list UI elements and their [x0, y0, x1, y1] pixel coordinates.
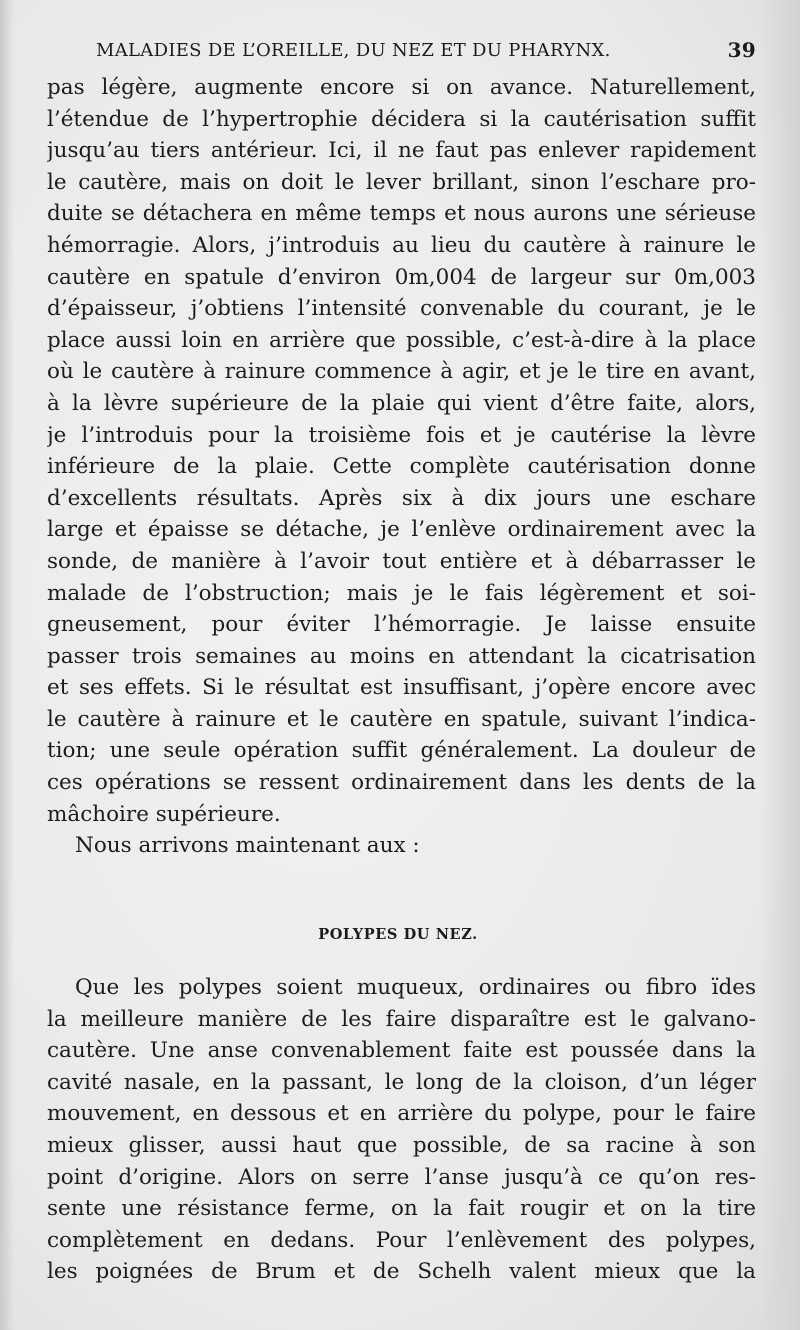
section-heading	[0, 926, 800, 943]
section-heading-text: POLYPES DU NEZ.	[318, 926, 478, 943]
text-line: cautère. Une anse convenablement faite est poussée dans la	[47, 1038, 756, 1064]
text-line: point d’origine. Alors on serre l’anse jusqu’à ce qu’on res-	[47, 1164, 756, 1190]
paragraph-polyps	[47, 972, 756, 1288]
text-line: cavité nasale, en la passant, le long de la cloison, d’un léger	[47, 1069, 756, 1095]
text-line: place aussi loin en arrière que possible, c’est-à-dire à la place	[47, 327, 756, 353]
text-line: à la lèvre supérieure de la plaie qui vient d’être faite, alors,	[47, 390, 756, 416]
text-line: tion; une seule opération suffit généralement. La douleur de	[47, 738, 756, 764]
page-shadow-left	[0, 0, 14, 1330]
text-line: où le cautère à rainure commence à agir, et je le tire en avant,	[47, 359, 756, 385]
transition-line: Nous arrivons maintenant aux :	[75, 833, 420, 859]
text-line: duite se détachera en même temps et nous aurons une sérieuse	[47, 201, 756, 227]
running-title: MALADIES DE L’OREILLE, DU NEZ ET DU PHARYNX.	[96, 40, 611, 61]
text-line: ces opérations se ressent ordinairement dans les dents de la	[47, 770, 756, 796]
text-line: Que les polypes soient muqueux, ordinaires ou fibro ïdes	[75, 975, 756, 1000]
text-line: sente une résistance ferme, on la fait rougir et on la tire	[47, 1196, 756, 1222]
text-line: complètement en dedans. Pour l’enlèvement des polypes,	[47, 1227, 756, 1253]
text-line: le cautère, mais on doit le lever brillant, sinon l’eschare pro-	[47, 169, 756, 195]
text-line: mieux glisser, aussi haut que possible, de sa racine à son	[47, 1132, 756, 1158]
text-line: les poignées de Brum et de Schelh valent mieux que la	[47, 1259, 756, 1285]
text-line: large et épaisse se détache, je l’enlève ordinairement avec la	[47, 517, 756, 543]
text-line: gneusement, pour éviter l’hémorragie. Je laisse ensuite	[47, 612, 756, 638]
text-line: je l’introduis pour la troisième fois et je cautérise la lèvre	[47, 422, 756, 448]
text-line: cautère en spatule d’environ 0m,004 de largeur sur 0m,003	[47, 264, 756, 290]
text-line: la meilleure manière de les faire disparaître est le galvano-	[47, 1006, 756, 1032]
text-line: malade de l’obstruction; mais je le fais légèrement et soi-	[47, 580, 756, 606]
text-line: l’étendue de l’hypertrophie décidera si la cautérisation suffit	[47, 106, 756, 132]
text-line: d’épaisseur, j’obtiens l’intensité convenable du courant, je le	[47, 296, 756, 322]
text-line: d’excellents résultats. Après six à dix jours une eschare	[47, 485, 756, 511]
page-number: 39	[727, 38, 756, 62]
text-line: jusqu’au tiers antérieur. Ici, il ne faut pas enlever rapidement	[47, 138, 756, 164]
running-header	[96, 36, 756, 66]
text-line: le cautère à rainure et le cautère en spatule, suivant l’indica-	[47, 706, 756, 732]
text-line: pas légère, augmente encore si on avance. Naturellement,	[47, 75, 756, 100]
text-line: sonde, de manière à l’avoir tout entière et à débarrasser le	[47, 548, 756, 574]
text-line: passer trois semaines au moins en attendant la cicatrisation	[47, 643, 756, 669]
text-line: hémorragie. Alors, j’introduis au lieu du cautère à rainure le	[47, 232, 756, 258]
text-line: et ses effets. Si le résultat est insuffisant, j’opère encore avec	[47, 675, 756, 701]
text-line: inférieure de la plaie. Cette complète cautérisation donne	[47, 454, 756, 480]
text-line: mouvement, en dessous et en arrière du polype, pour le faire	[47, 1101, 756, 1127]
page-shadow-right	[760, 0, 800, 1330]
text-line: mâchoire supérieure.	[47, 801, 281, 827]
paragraph-cauterization	[47, 72, 756, 862]
